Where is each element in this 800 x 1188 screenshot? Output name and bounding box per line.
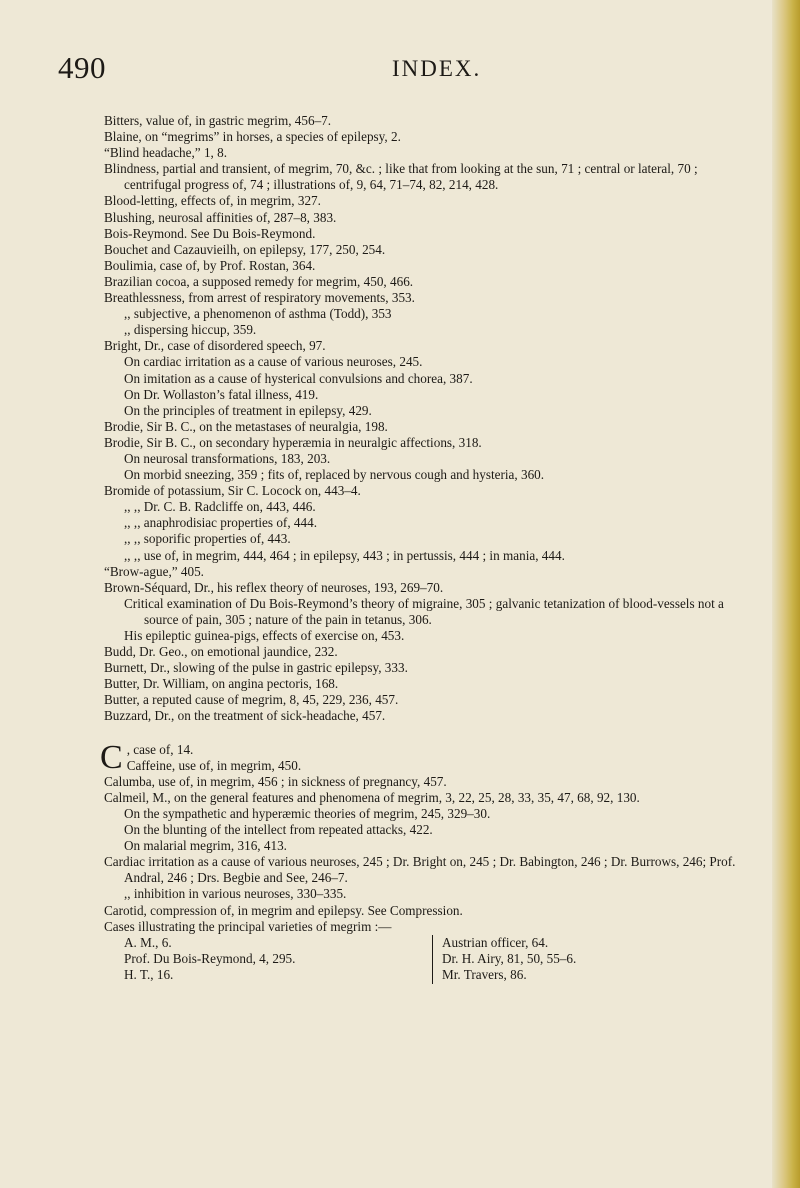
index-entry: On the blunting of the intellect from repeated attacks, 422. xyxy=(124,822,433,838)
index-entry: Calmeil, M., on the general features and phenomena of megrim, 3, 22, 25, 28, 33, 35, 47, 68, 92, 130. xyxy=(104,789,640,805)
index-entry: On the principles of treatment in epilepsy, 429. xyxy=(124,402,372,418)
cases-right-column xyxy=(442,935,576,983)
c-entries xyxy=(104,774,749,935)
index-entry: Bois-Reymond. See Du Bois-Reymond. xyxy=(104,225,316,241)
index-entry: ,, ,, soporific properties of, 443. xyxy=(124,531,291,547)
index-entry: ,, ,, anaphrodisiac properties of, 444. xyxy=(124,515,317,531)
index-entry: Carotid, compression of, in megrim and epilepsy. See Compression. xyxy=(104,902,463,918)
index-entry: , case of, 14. xyxy=(126,741,194,757)
running-head: INDEX. xyxy=(392,56,482,81)
index-entry: Caffeine, use of, in megrim, 450. xyxy=(126,757,302,773)
index-entry: Bright, Dr., case of disordered speech, 97. xyxy=(104,338,326,354)
index-entry: Blushing, neurosal affinities of, 287–8, 383. xyxy=(104,209,337,225)
index-entry: Bitters, value of, in gastric megrim, 456–7. xyxy=(104,113,332,128)
index-entry: Calumba, use of, in megrim, 456 ; in sickness of pregnancy, 457. xyxy=(104,773,447,789)
case-item: A. M., 6. xyxy=(124,934,172,950)
column-divider xyxy=(432,935,433,984)
page-header xyxy=(58,50,758,94)
index-entry: Brazilian cocoa, a supposed remedy for megrim, 450, 466. xyxy=(104,273,414,289)
index-entry: Boulimia, case of, by Prof. Rostan, 364. xyxy=(104,257,316,273)
index-entry: Bouchet and Cazauvieilh, on epilepsy, 177, 250, 254. xyxy=(104,241,386,257)
index-entry: Butter, Dr. William, on angina pectoris, 168. xyxy=(104,676,339,692)
index-entry: On cardiac irritation as a cause of various neuroses, 245. xyxy=(124,354,423,370)
index-entry: Brown-Séquard, Dr., his reflex theory of neuroses, 193, 269–70. xyxy=(104,579,444,595)
index-entry: Blaine, on “megrims” in horses, a species of epilepsy, 2. xyxy=(104,129,401,145)
page-edge xyxy=(772,0,800,1188)
index-entry: Cardiac irritation as a cause of various neuroses, 245 ; Dr. Bright on, 245 ; Dr. Babington, 246 ; Dr. Burrows, 246; Prof. Andral, 246 ; Drs. Begbie and See, 246–7. xyxy=(104,854,736,886)
index-entry: Bromide of potassium, Sir C. Locock on, 443–4. xyxy=(104,483,361,499)
index-entry: “Blind headache,” 1, 8. xyxy=(104,145,228,161)
index-entry: On neurosal transformations, 183, 203. xyxy=(124,450,331,466)
index-entry: Brodie, Sir B. C., on the metastases of neuralgia, 198. xyxy=(104,418,388,434)
index-entry: Critical examination of Du Bois-Reymond’s theory of migraine, 305 ; galvanic tetanization of blood-vessels not a source of pain, 305 ; nature of the pain in tetanus, 306. xyxy=(124,595,724,627)
index-entry: Cases illustrating the principal varieties of megrim :— xyxy=(104,918,392,934)
index-entry: On imitation as a cause of hysterical convulsions and chorea, 387. xyxy=(124,370,473,386)
index-entry: Butter, a reputed cause of megrim, 8, 45, 229, 236, 457. xyxy=(104,692,399,708)
index-entry: ,, inhibition in various neuroses, 330–335. xyxy=(124,886,347,902)
index-entry: Blood-letting, effects of, in megrim, 327. xyxy=(104,193,321,209)
index-entry: Blindness, partial and transient, of megrim, 70, &c. ; like that from looking at the sun, 71 ; central or lateral, 70 ; centrifugal progress of, 74 ; illustrations of, 9, 64, 71–74, 82, 214, 428. xyxy=(104,161,698,193)
case-item: Dr. H. Airy, 81, 50, 55–6. xyxy=(442,950,577,966)
case-item: Mr. Travers, 86. xyxy=(442,966,527,982)
page-number: 490 xyxy=(58,50,106,85)
index-entry: Burnett, Dr., slowing of the pulse in gastric epilepsy, 333. xyxy=(104,660,408,676)
case-item: Prof. Du Bois-Reymond, 4, 295. xyxy=(124,950,296,966)
index-body xyxy=(100,113,749,985)
section-gap xyxy=(104,725,749,742)
index-entry: On the sympathetic and hyperæmic theories of megrim, 245, 329–30. xyxy=(124,805,491,821)
index-entry: On Dr. Wollaston’s fatal illness, 419. xyxy=(124,386,319,402)
index-entry: ,, ,, Dr. C. B. Radcliffe on, 443, 446. xyxy=(124,499,316,515)
index-entry: His epileptic guinea-pigs, effects of exercise on, 453. xyxy=(124,628,405,643)
case-item: H. T., 16. xyxy=(124,966,174,982)
section-dropcap: C xyxy=(100,738,123,776)
c-section xyxy=(100,738,749,985)
index-entry: Budd, Dr. Geo., on emotional jaundice, 232. xyxy=(104,644,338,660)
index-entry: On malarial megrim, 316, 413. xyxy=(124,838,287,854)
index-entry: On morbid sneezing, 359 ; fits of, replaced by nervous cough and hysteria, 360. xyxy=(124,467,545,483)
index-entry: Brodie, Sir B. C., on secondary hyperæmia in neuralgic affections, 318. xyxy=(104,434,482,450)
index-entry: ,, subjective, a phenomenon of asthma (Todd), 353 xyxy=(124,306,392,322)
index-entry: ,, dispersing hiccup, 359. xyxy=(124,322,257,338)
index-entry: Buzzard, Dr., on the treatment of sick-headache, 457. xyxy=(104,708,386,724)
index-entry: ,, ,, use of, in megrim, 444, 464 ; in epilepsy, 443 ; in pertussis, 444 ; in mania, 444. xyxy=(124,547,565,563)
cases-left-column xyxy=(124,935,295,983)
index-entry: Breathlessness, from arrest of respiratory movements, 353. xyxy=(104,290,415,306)
b-entries xyxy=(104,113,749,725)
cases-table xyxy=(104,935,749,985)
case-item: Austrian officer, 64. xyxy=(442,934,549,950)
index-entry: “Brow-ague,” 405. xyxy=(104,563,204,579)
